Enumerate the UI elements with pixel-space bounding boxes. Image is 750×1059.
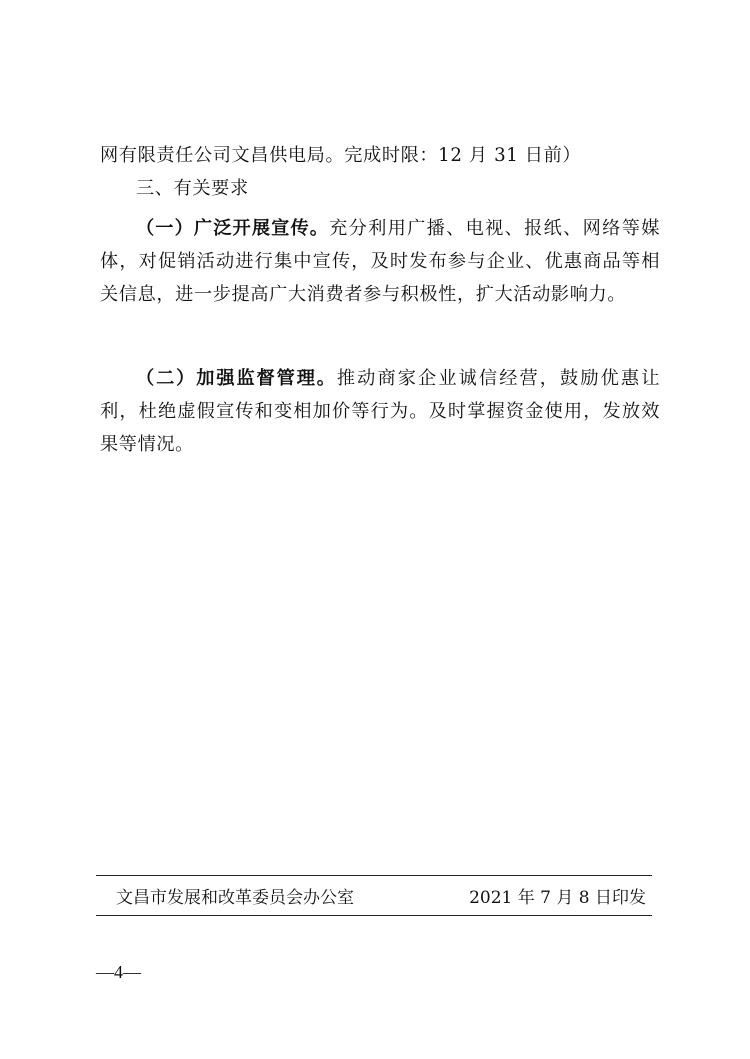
paragraph-publicity bbox=[100, 212, 660, 311]
paragraph-supervision bbox=[100, 362, 660, 461]
footer-issue-date: 2021 年 7 月 8 日印发 bbox=[469, 888, 646, 908]
footer-issuer: 文昌市发展和改革委员会办公室 bbox=[116, 888, 354, 908]
footer-bottom-rule bbox=[96, 915, 652, 916]
footer-top-rule bbox=[96, 875, 652, 876]
paragraph-body: 充分利用广播、电视、报纸、网络等媒体，对促销活动进行集中宣传，及时发布参与企业、优惠商品等相关信息，进一步提高广大消费者参与积极性，扩大活动影响力。 bbox=[100, 218, 660, 305]
page-number: —4— bbox=[96, 962, 141, 982]
paragraph-body: 推动商家企业诚信经营，鼓励优惠让利，杜绝虚假宣传和变相加价等行为。及时掌握资金使用，发放效果等情况。 bbox=[100, 368, 660, 455]
continued-text-line: 网有限责任公司文昌供电局。完成时限：12 月 31 日前） bbox=[100, 145, 582, 166]
section-heading: 三、有关要求 bbox=[136, 178, 249, 199]
paragraph-lead: （一）广泛开展宣传。 bbox=[136, 218, 330, 239]
paragraph-lead: （二）加强监督管理。 bbox=[136, 368, 337, 389]
